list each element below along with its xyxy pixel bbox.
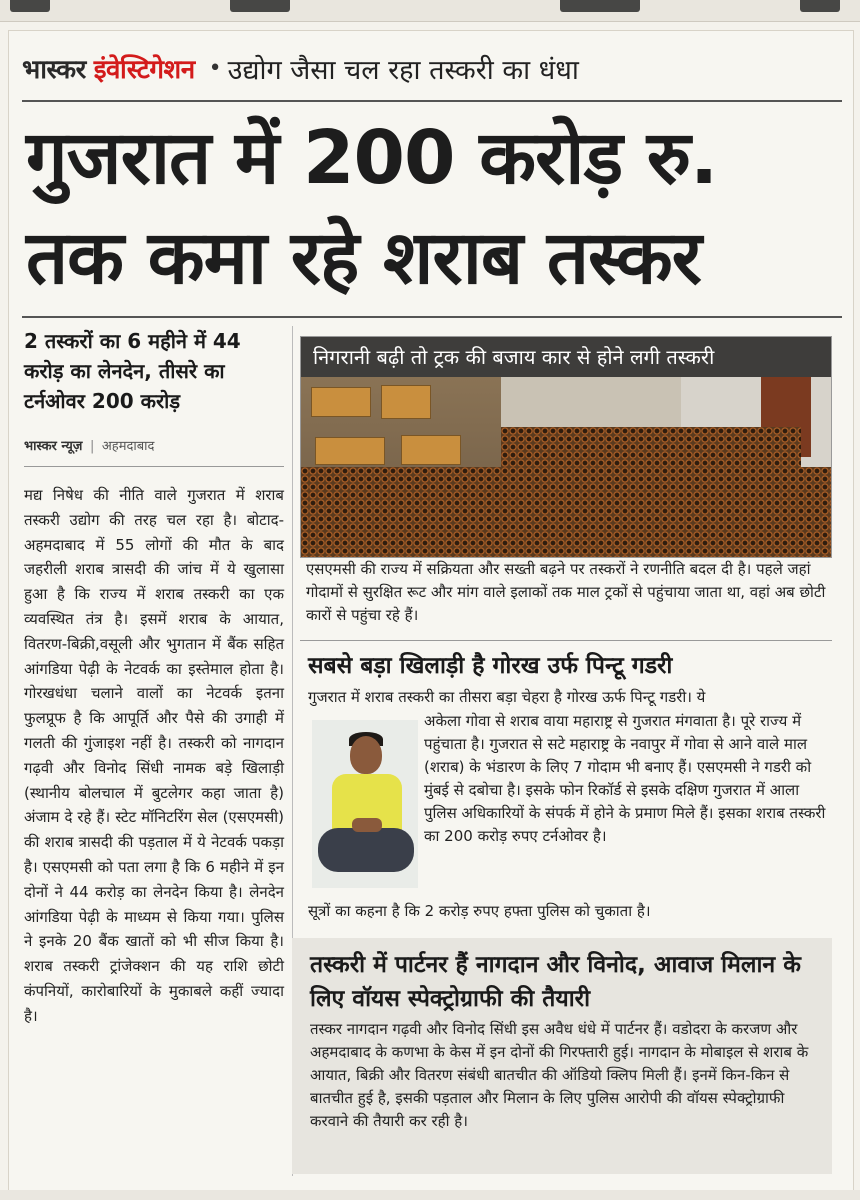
bullet-separator: • [208,55,222,81]
kicker-bar [22,40,842,96]
brand-name: भास्कर [22,55,86,85]
warehouse-scene-image [301,377,831,558]
divider [22,100,842,102]
page-bottom-edge [0,1190,860,1200]
bottle-rows-graphic [501,427,801,487]
carton [381,385,431,419]
byline-source: भास्कर न्यूज़ [24,439,83,454]
cropped-text-fragment [800,0,840,12]
section-lead: गुजरात में शराब तस्करी का तीसरा बड़ा चेहरा है गोरख ऊर्फ पिन्टू गडरी। ये [308,688,706,706]
photo-banner: निगरानी बढ़ी तो ट्रक की बजाय कार से होने लगी तस्करी [301,337,831,377]
article-body: मद्य निषेध की नीति वाले गुजरात में शराब तस्करी उद्योग की तरह चल रहा है। बोटाद-अहमदाबाद में 55 लोगों की मौत के बाद जहरीली शराब त्रासदी की जांच में ये खुलासा हुआ है कि राज्य में शराब तस्करी का एक व्यवस्थित तंत्र है। इसमें शराब के आयात, वितरण-बिक्री,वसूली और भुगतान में बैंक सहित आंगडिया पेढ़ी के नेटवर्क का इस्तेमाल होता है। गोरखधंधा चलाने वालों का नेटवर्क इतना फुलप्रूफ है कि आपूर्ति और पैसे की उगाही में गलती की गुंजाइश नहीं है। तस्करी को नागदान गढ़वी और विनोद सिंधी नामक बड़े खिलाड़ी (स्थानीय बोलचाल में बुटलेगर कहा जाता है) अंजाम दे रहे हैं। स्टेट मॉनिटरिंग सेल (एसएमसी) की शराब त्रासदी की पड़ताल में ये नेटवर्क पकड़ा है। एसएमसी को पता लगा है कि 6 महीने में इन दोनों ने 44 करोड़ का लेनदेन किया है। लेनदेन आंगडिया पेढ़ी के माध्यम से किया गया। पुलिस ने इनके 20 बैंक खातों को भी सीज किया है। शराब तस्करी ट्रांजेक्शन की यह राशि छोटी कंपनियों, कारोबारियों के मुकाबले कहीं ज्यादा है। [24,486,284,1025]
left-column [24,326,284,1186]
carton [311,387,371,417]
byline [24,436,284,454]
kicker-tagline: उद्योग जैसा चल रहा तस्करी का धंधा [227,54,579,86]
cropped-text-fragment [10,0,50,12]
person-hands [352,818,382,832]
byline-separator: | [89,439,95,454]
warehouse-photo [300,336,832,558]
section-heading-gorakh: सबसे बड़ा खिलाड़ी है गोरख उर्फ पिन्टू गडरी [308,653,673,679]
cropped-text-fragment [560,0,640,12]
carton [401,435,461,465]
carton [315,437,385,465]
person-head [350,736,382,774]
standfirst: 2 तस्करों का 6 महीने में 44 करोड़ का लेनदेन, तीसरे का टर्नओवर 200 करोड़ [24,329,241,413]
byline-city: अहमदाबाद [101,439,155,454]
section-tail: सूत्रों का कहना है कि 2 करोड़ रुपए हफ्ता पुलिस को चुकाता है। [308,902,651,920]
headline-line-2: तक कमा रहे शराब तस्कर [26,215,701,301]
accused-photo [312,720,418,888]
headline-line-1: गुजरात में 200 करोड़ रु. [26,115,718,201]
divider [22,316,842,318]
photo-caption: एसएमसी की राज्य में सक्रियता और सख्ती बढ़ने पर तस्करों ने रणनीति बदल दी है। पहले जहां गोदामों से सुरक्षित रूट और मांग वाले इलाकों तक माल ट्रकों से पहुंचाया जाता था, वहां अब छोटी कारों से पहुंचा रहे हैं। [306,560,826,624]
divider [300,640,832,641]
cropped-text-fragment [230,0,290,12]
divider [24,466,284,467]
section-body: अकेला गोवा से शराब वाया महाराष्ट्र से गुजरात मंगवाता है। पूरे राज्य में पहुंचाता है। गुजरात से सटे महाराष्ट्र के नवापुर में गोवा से आने वाले माल (शराब) के भंडारण के लिए 7 गोदाम भी बनाए हैं। एसएमसी ने गडरी को मुंबई से दबोचा है। इसके फोन रिकॉर्ड से इसके दक्षिण गुजरात में आला पुलिस अधिकारियों के संपर्क में होने के प्रमाण मिले हैं। इसका शराब तस्करी का 200 करोड़ रुपए टर्नओवर है। [424,712,826,845]
cropped-top-strip [0,0,860,22]
section-body-partners: तस्कर नागदान गढ़वी और विनोद सिंधी इस अवैध धंधे में पार्टनर हैं। वडोदरा के करजण और अहमदाबाद के कणभा के केस में इन दोनों की गिरफ्तारी हुई। नागदान के मोबाइल से शराब के आयात, बिक्री और वितरण संबंधी बातचीत की ऑडियो क्लिप मिली हैं। इनमें किन-किन से बातचीत हुई है, इसकी पड़ताल और मिलान के लिए पुलिस आरोपी की वॉयस स्पेक्ट्रोग्राफी करवाने की तैयारी कर रही है। [310,1020,809,1130]
section-heading-partners: तस्करी में पार्टनर हैं नागदान और विनोद, आवाज मिलान के लिए वॉयस स्पेक्ट्रोग्राफी की तैयारी [310,952,801,1012]
person-legs [318,828,414,872]
brand-investigation-label: इंवेस्टिगेशन [93,55,195,85]
